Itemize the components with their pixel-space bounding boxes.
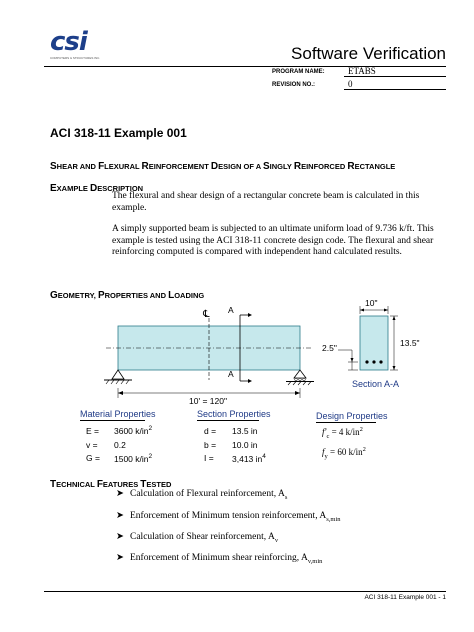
program-name-value: ETABS (344, 66, 446, 77)
design-properties-table (322, 423, 366, 463)
span-label: 10' = 120" (189, 396, 227, 406)
footer-page-label: ACI 318-11 Example 001 - 1 (364, 594, 446, 601)
section-label-bottom: A (228, 369, 234, 379)
revision-value: 0 (344, 79, 446, 90)
rebar (379, 360, 382, 363)
feature-item: ➤ Enforcement of Minimum tension reinforcement, $A_{s,min}$ (116, 511, 341, 523)
section-row: b = 10.0 in (204, 439, 258, 450)
revision-label: REVISION NO.: (272, 82, 316, 88)
height-arrow-bottom (393, 366, 396, 370)
feature-item: ➤ Calculation of Flexural reinforcement, $A_s$ (116, 489, 288, 501)
geometry-heading: GEOMETRY, PROPERTIES AND LOADING (50, 290, 205, 301)
rebar (372, 360, 375, 363)
height-arrow-top (393, 316, 396, 320)
footer-rule (44, 591, 446, 592)
description-paragraph-1: The flexural and shear design of a rectangular concrete beam is calculated in this example. (112, 191, 420, 213)
fc-row: $f'_c = 4$ $k/in^2$ (322, 426, 363, 440)
document-subtitle: SHEAR AND FLEXURAL REINFORCEMENT DESIGN OF A SINGLY REINFORCED RECTANGLE (50, 161, 396, 172)
rebar (365, 360, 368, 363)
section-height-label: 13.5" (400, 338, 420, 348)
page-title: Software Verification (291, 44, 446, 63)
section-properties-table (204, 423, 266, 464)
fy-row: $f_y = 60$ $k/in^2$ (322, 445, 366, 460)
example-description-heading: EXAMPLE DESCRIPTION (50, 183, 144, 194)
arrow-bullet-icon: ➤ (116, 553, 124, 563)
material-row: E = 3600 $k/in^2$ (86, 425, 153, 436)
document-title: ACI 318-11 Example 001 (50, 126, 187, 140)
arrow-bullet-icon: ➤ (116, 532, 124, 542)
section-label-top: A (228, 305, 234, 315)
material-properties-table (86, 423, 152, 464)
section-width-label: 10" (365, 298, 378, 308)
section-row: I = 3,413 $in^4$ (204, 452, 266, 464)
arrow-bullet-icon: ➤ (116, 489, 124, 499)
material-properties-underline (80, 420, 145, 421)
material-row: G = 1500 $k/in^2$ (86, 452, 153, 464)
feature-item: ➤ Calculation of Shear reinforcement, $A_v$ (116, 532, 279, 544)
centerline-label: ℄ (203, 309, 210, 320)
logo-text: csi (50, 27, 87, 57)
feature-item: ➤ Enforcement of Minimum shear reinforcing, $A_{v,min}$ (116, 553, 323, 565)
material-properties-heading: Material Properties (80, 409, 156, 419)
design-properties-heading: Design Properties (316, 411, 388, 421)
cover-arrow (351, 358, 354, 362)
technical-features-heading: TECHNICAL FEATURES TESTED (50, 479, 172, 490)
description-paragraph-2: A simply supported beam is subjected to an ultimate uniform load of 9.736 k/ft. This example is tested using the ACI 318-11 concrete design code. The flexural and shear reinforcing computed is compared with independent hand calculated results. (112, 224, 434, 257)
section-cover-label: 2.5" (322, 343, 337, 353)
section-properties-heading: Section Properties (197, 409, 271, 419)
section-properties-underline (197, 420, 259, 421)
logo-tagline: COMPUTERS & STRUCTURES INC. (50, 56, 101, 60)
arrow-bullet-icon: ➤ (116, 511, 124, 521)
material-row: v = 0.2 (86, 439, 126, 450)
width-arrow-left (360, 309, 364, 312)
section-row: d = 13.5 in (204, 425, 258, 436)
width-arrow-right (384, 309, 388, 312)
program-name-label: PROGRAM NAME: (272, 69, 325, 75)
section-caption: Section A-A (352, 379, 400, 389)
